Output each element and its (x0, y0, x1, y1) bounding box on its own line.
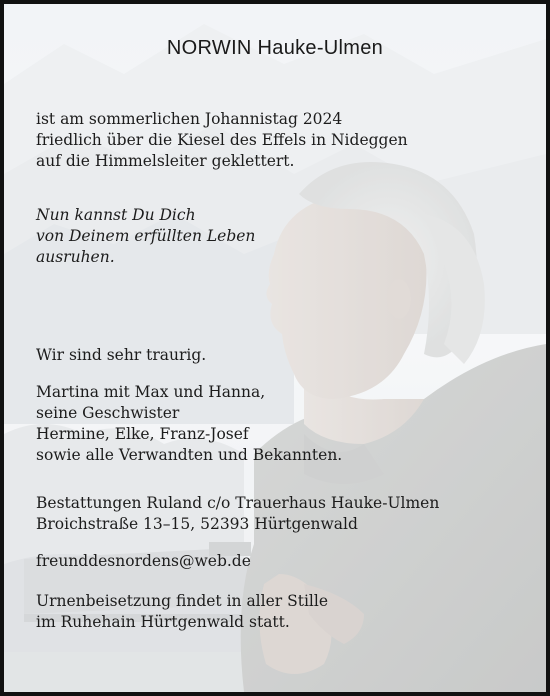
quote-line: von Deinem erfüllten Leben (36, 227, 256, 245)
contact-email (36, 551, 251, 572)
mourners-list (36, 382, 342, 466)
burial-line: im Ruhehain Hürtgenwald statt. (36, 613, 290, 631)
funeral-home-line: Bestattungen Ruland c/o Trauerhaus Hauke-Ulmen (36, 494, 440, 512)
mourner-line: Hermine, Elke, Franz-Josef (36, 425, 249, 443)
mourner-line: Martina mit Max und Hanna, (36, 383, 266, 401)
sadness-line: Wir sind sehr traurig. (36, 346, 207, 364)
death-announcement (36, 109, 408, 172)
memorial-quote (36, 205, 255, 268)
mourner-line: sowie alle Verwandten und Bekannten. (36, 446, 343, 464)
email-text: freunddesnordens@web.de (36, 552, 251, 570)
funeral-home-line: Broichstraße 13–15, 52393 Hürtgenwald (36, 515, 358, 533)
quote-line: ausruhen. (36, 248, 115, 266)
burial-line: Urnenbeisetzung findet in aller Stille (36, 592, 328, 610)
funeral-home (36, 493, 439, 535)
burial-info (36, 591, 328, 633)
mourner-line: seine Geschwister (36, 404, 180, 422)
quote-line: Nun kannst Du Dich (36, 206, 196, 224)
announcement-line: auf die Himmelsleiter geklettert. (36, 152, 295, 170)
announcement-line: ist am sommerlichen Johannistag 2024 (36, 110, 343, 128)
announcement-line: friedlich über die Kiesel des Effels in Nideggen (36, 131, 408, 149)
sadness-statement (36, 345, 206, 366)
deceased-name: NORWIN Hauke-Ulmen (166, 37, 384, 59)
